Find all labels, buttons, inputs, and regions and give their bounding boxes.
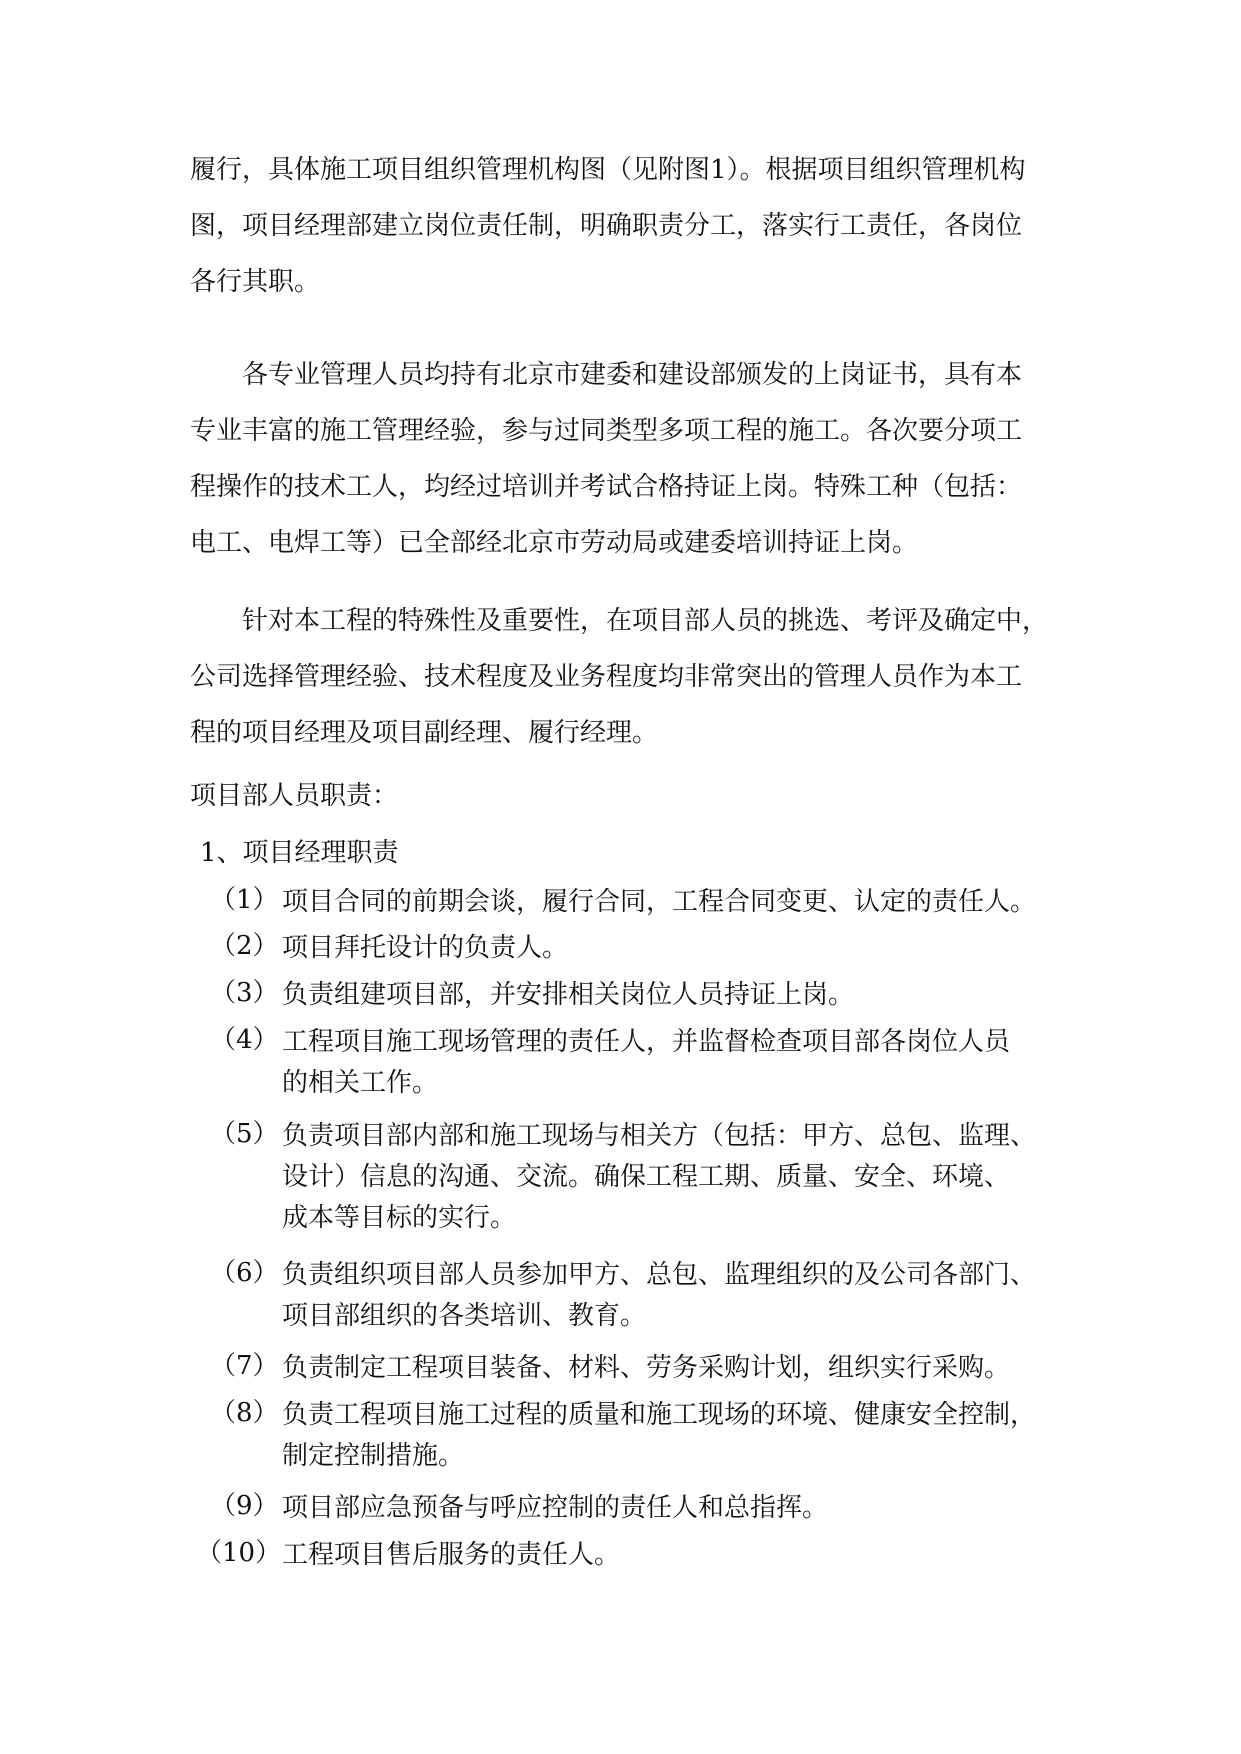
- item-line: 制定控制措施。: [282, 1441, 465, 1471]
- item-line: 负责制定工程项目装备、材料、劳务采购计划，组织实行采购。: [282, 1353, 1011, 1383]
- item-text: [282, 1488, 1072, 1529]
- paragraph-1-line-2: 图，项目经理部建立岗位责任制，明确职责分工，落实行工责任，各岗位: [190, 211, 1023, 241]
- item-text: [282, 1255, 1072, 1337]
- item-text: [282, 1022, 1072, 1104]
- subsection-title: 1、项目经理职责: [200, 838, 399, 868]
- item-line: 设计）信息的沟通、交流。确保工程工期、质量、安全、环境、: [282, 1162, 1011, 1192]
- item-line: 负责组织项目部人员参加甲方、总包、监理组织的及公司各部门、: [282, 1260, 1037, 1290]
- item-number: （8）: [210, 1398, 279, 1428]
- item-line: 负责组建项目部，并安排相关岗位人员持证上岗。: [282, 980, 855, 1010]
- item-line: 工程项目施工现场管理的责任人，并监督检查项目部各岗位人员: [282, 1027, 1011, 1057]
- paragraph-3-line-2: 公司选择管理经验、技术程度及业务程度均非常突出的管理人员作为本工: [190, 662, 1023, 692]
- item-number: （2）: [210, 931, 279, 961]
- item-text: [282, 882, 1072, 923]
- paragraph-2-line-3: 程操作的技术工人，均经过培训并考试合格持证上岗。特殊工种（包括：: [190, 472, 1023, 502]
- paragraph-1-line-3: 各行其职。: [190, 267, 321, 297]
- item-text: [282, 928, 1072, 969]
- item-number: （9）: [210, 1491, 279, 1521]
- item-number: （5）: [210, 1119, 279, 1149]
- item-number: （1）: [210, 885, 279, 915]
- paragraph-3-line-3: 程的项目经理及项目副经理、履行经理。: [190, 718, 659, 748]
- item-text: [282, 975, 1072, 1016]
- item-text: [282, 1535, 1072, 1576]
- item-number: （3）: [210, 978, 279, 1008]
- item-number: （4）: [210, 1025, 279, 1055]
- item-line: 项目合同的前期会谈，履行合同，工程合同变更、认定的责任人。: [282, 887, 1037, 917]
- item-number: （7）: [210, 1351, 279, 1381]
- paragraph-1-line-1: 履行，具体施工项目组织管理机构图（见附图1）。根据项目组织管理机构: [190, 155, 1026, 185]
- paragraph-2-line-1: 各专业管理人员均持有北京市建委和建设部颁发的上岗证书，具有本: [242, 360, 1023, 390]
- item-text: [282, 1395, 1072, 1477]
- item-line: 的相关工作。: [282, 1068, 439, 1098]
- paragraph-2-line-4: 电工、电焊工等）已全部经北京市劳动局或建委培训持证上岗。: [190, 528, 919, 558]
- item-line: 工程项目售后服务的责任人。: [282, 1540, 621, 1570]
- item-number: （10）: [196, 1538, 282, 1568]
- section-title: 项目部人员职责：: [190, 781, 399, 811]
- item-line: 负责工程项目施工过程的质量和施工现场的环境、健康安全控制，: [282, 1400, 1037, 1430]
- paragraph-3-line-1: 针对本工程的特殊性及重要性，在项目部人员的挑选、考评及确定中，: [242, 606, 1049, 636]
- item-line: 项目拜托设计的负责人。: [282, 933, 569, 963]
- paragraph-2-line-2: 专业丰富的施工管理经验，参与过同类型多项工程的施工。各次要分项工: [190, 416, 1023, 446]
- item-line: 成本等目标的实行。: [282, 1203, 517, 1233]
- item-number: （6）: [210, 1258, 279, 1288]
- item-line: 项目部组织的各类培训、教育。: [282, 1301, 647, 1331]
- item-line: 负责项目部内部和施工现场与相关方（包括：甲方、总包、监理、: [282, 1121, 1037, 1151]
- item-line: 项目部应急预备与呼应控制的责任人和总指挥。: [282, 1493, 829, 1523]
- item-text: [282, 1348, 1072, 1389]
- item-text: [282, 1116, 1072, 1239]
